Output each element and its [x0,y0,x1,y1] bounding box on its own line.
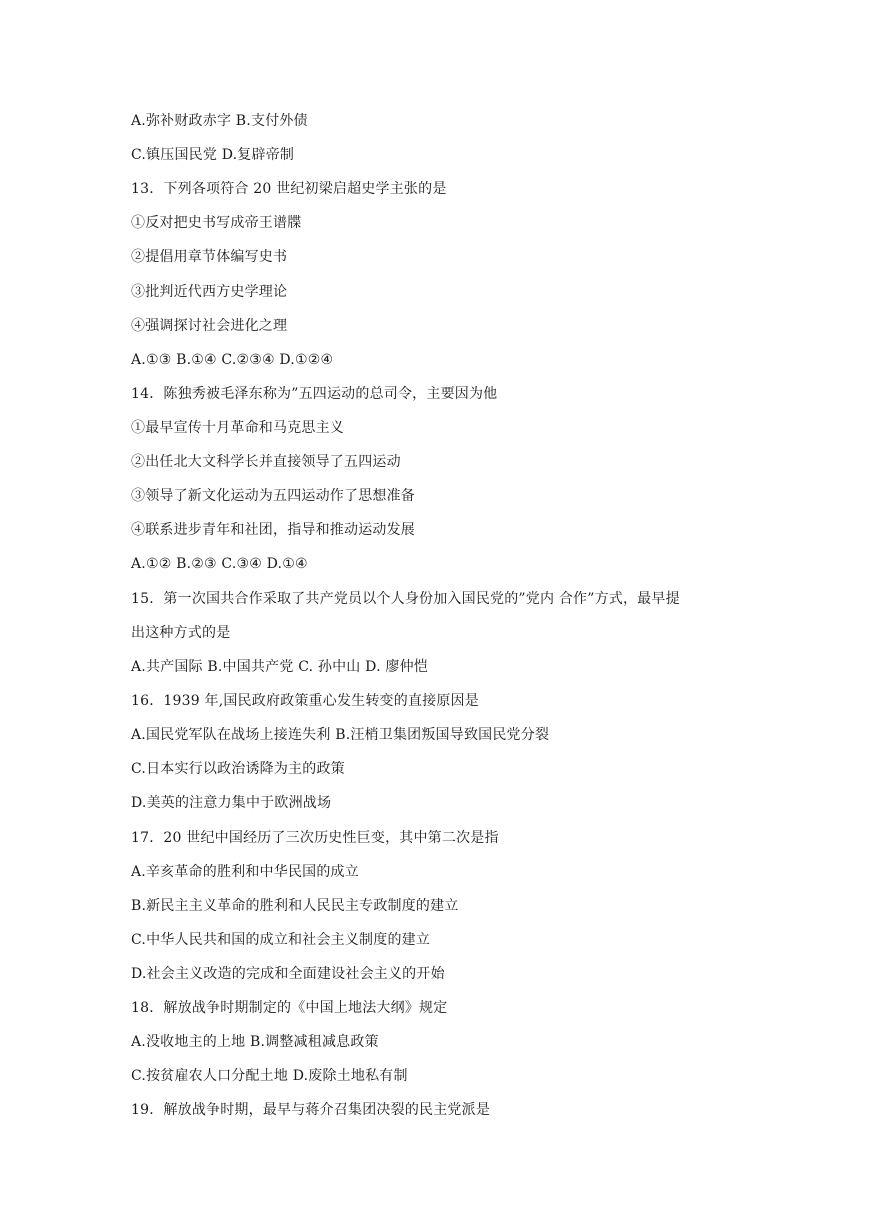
statement-item: ④强调探讨社会进化之理 [131,318,288,334]
question-17: 17．20 世纪中国经历了三次历史性巨变，其中第二次是指 [131,830,499,846]
answer-options-line: C.镇压国民党 D.复辟帝制 [131,147,295,163]
answer-options-line: A.共产国际 B.中国共产党 C. 孙中山 D. 廖仲恺 [131,659,428,675]
answer-options-line: A.①③ B.①④ C.②③④ D.①②④ [131,352,334,368]
answer-options-line: A.弥补财政赤字 B.支付外债 [131,113,308,129]
statement-item: ②提倡用章节体编写史书 [131,249,288,265]
question-14: 14．陈独秀被毛泽东称为”五四运动的总司令，主要因为他 [131,386,498,402]
question-19: 19．解放战争时期，最早与蒋介召集团决裂的民主党派是 [131,1102,491,1118]
answer-option: C.中华人民共和国的成立和社会主义制度的建立 [131,932,431,948]
statement-item: ①最早宣传十月革命和马克思主义 [131,420,344,436]
question-13: 13．下列各项符合 20 世纪初梁启超史学主张的是 [131,181,447,197]
answer-option: C.日本实行以政治诱降为主的政策 [131,761,345,777]
question-16: 16．1939 年,国民政府政策重心发生转变的直接原因是 [131,693,479,709]
answer-option: B.新民主主义革命的胜利和人民民主专政制度的建立 [131,898,459,914]
statement-item: ①反对把史书写成帝王谱牒 [131,215,302,231]
answer-options-line: A.没收地主的上地 B.调整减租减息政策 [131,1034,379,1050]
answer-option: A.辛亥革命的胜利和中华民国的成立 [131,864,359,880]
answer-option: D.美英的注意力集中于欧洲战场 [131,795,332,811]
question-15: 15．第一次国共合作采取了共产党员以个人身份加入国民党的”党内 合作”方式，最早提 [131,591,680,607]
answer-option: A.国民党军队在战场上接连失利 B.汪梢卫集团叛国导致国民党分裂 [131,727,550,743]
statement-item: ③领导了新文化运动为五四运动作了思想准备 [131,488,415,504]
answer-option: D.社会主义改造的完成和全面建设社会主义的开始 [131,966,445,982]
question-15-continued: 出这种方式的是 [131,625,231,641]
answer-options-line: C.按贫雇农人口分配土地 D.废除土地私有制 [131,1068,408,1084]
answer-options-line: A.①② B.②③ C.③④ D.①④ [131,556,308,572]
question-18: 18．解放战争时期制定的《中国上地法大纲》规定 [131,1000,448,1016]
statement-item: ④联系进步青年和社团，指导和推动运动发展 [131,522,415,538]
statement-item: ②出任北大文科学长并直接领导了五四运动 [131,454,401,470]
statement-item: ③批判近代西方史学理论 [131,284,288,300]
